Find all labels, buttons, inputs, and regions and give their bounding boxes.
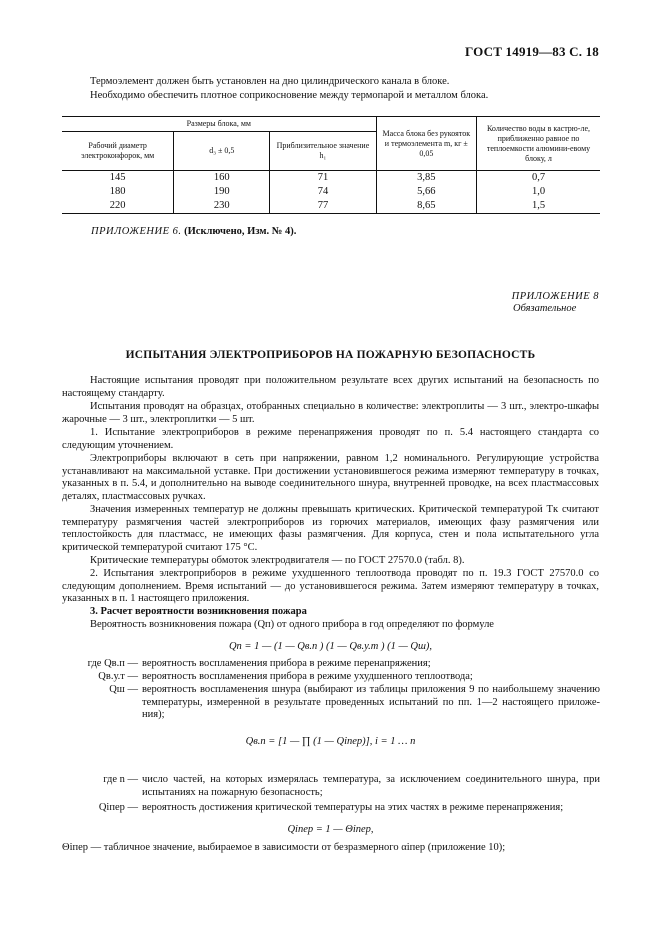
definition-item [62,671,600,684]
table-cell: 74 [270,185,376,199]
table-cell: 5,66 [376,185,476,199]
formula-fire-probability: Qп = 1 — (1 — Qв.п ) (1 — Qв.у.т ) (1 — Qш), [228,641,433,652]
annex-6-note [91,226,296,237]
paragraph: 1. Испытание электроприборов в режиме перенапряжения проводят по п. 5.4 настоящего стандарта со следующим уточнением. [62,427,599,451]
formula-overvoltage-probability: Qв.п = [1 — ∏ (1 — Qiпер)], i = 1 … n [245,736,416,747]
section-title: ИСПЫТАНИЯ ЭЛЕКТРОПРИБОРОВ НА ПОЖАРНУЮ БЕЗОПАСНОСТЬ [125,349,536,361]
definition-text: вероятность воспламенения прибора в режиме ухудшенного теплоотвода; [142,671,473,682]
paragraph: Электроприборы включают в сеть при напряжении, равном 1,2 номинального. Регулирующие устройства устанавливают на максимальной уставке. При достижении установившегося режима измеряют температуру в точках, указанных в п. 5.4, и дополнительно на выводе соединительного шнура, внутренней проводке, на всех пластмассовых деталях, пластмассовых ручках. [62,453,599,502]
definition-item [62,684,600,722]
table-cell: 160 [174,171,270,186]
table-group-header: Размеры блока, мм [62,117,376,132]
paragraph: Настоящие испытания проводят при положительном результате всех других испытаний на безопасность по настоящему стандарту. [62,375,599,399]
definition-item [62,802,600,815]
intro-line-1: Термоэлемент должен быть установлен на дно цилиндрического канала в блоке. [90,76,450,87]
annex-6-label: ПРИЛОЖЕНИЕ 6. [91,226,182,237]
table-cell: 190 [174,185,270,199]
table-cell: 180 [109,186,126,197]
definition-term: где n — [103,774,138,785]
intro-line-2: Необходимо обеспечить плотное соприкосновение между термопарой и металлом блока. [90,90,489,101]
table-cell: 71 [270,171,376,186]
table-cell: 77 [270,199,376,214]
table-col-mass: Масса блока без рукояток и термоэлемента m, кг ± 0,05 [376,117,476,171]
block-size-table [62,116,600,214]
formula-critical-temp: Qiпер = 1 — Θiпер, [287,824,374,835]
annex-6-status: (Исключено, Изм. № 4). [184,226,297,237]
definition-text: вероятность достижения критической температуры на этих частях в режиме перенапряжения; [142,802,564,813]
table-row [62,171,600,186]
table-cell: 8,65 [376,199,476,214]
definition-term: Qiпер — [98,802,138,813]
table-col-h1: Приблизительное значение h₁ [270,132,376,171]
paragraph: Критические температуры обмоток электродвигателя — по ГОСТ 27570.0 (табл. 8). [90,555,465,566]
annex-8-label: ПРИЛОЖЕНИЕ 8 [511,291,599,302]
table-cell: 1,0 [477,185,601,199]
section-heading: 3. Расчет вероятности возникновения пожара [90,606,307,617]
table-cell: 0,7 [477,171,601,186]
paragraph: Испытания проводят на образцах, отобранных специально в количестве: электроплиты — 3 шт., электро-шкафы жарочные — 3 шт., электроплитки — 5 шт. [62,401,599,425]
table-col-diameter: Рабочий диаметр электроконфорок, мм [62,132,174,171]
table-row [62,199,600,214]
table-cell: 145 [109,172,126,183]
paragraph: 2. Испытания электроприборов в режиме ухудшенного теплоотвода проводят по п. 19.3 ГОСТ 27570.0 со следующим дополнением. Время испытаний — до установившегося режима. Затем измеряют температуру в точках, указанных в п. 1 настоящего приложения. [62,568,599,604]
table-cell: 3,85 [376,171,476,186]
table-cell: 220 [62,199,174,214]
definition-text: вероятность воспламенения прибора в режиме перенапряжения; [142,658,431,669]
definition-item [62,658,600,671]
definition-term: Qш — [109,684,138,695]
paragraph: Значения измеренных температур не должны превышать критических. Критической температурой Tк считают температуру размягчения частей электроприборов из горючих материалов, имеющих фазу размягчения или теплостойкость для пластмасс, не имеющих фазы размягчения. Для корпуса, стен и пола испытательного угла критической температурой считают 175 °С. [62,504,599,553]
definition-text: вероятность воспламенения шнура (выбирают из таблицы приложения 9 по наибольшему значению температуры, измеренной в результате проведенных испытаний по пп. 1—2 настоящего приложе-ния); [142,684,600,720]
table-cell: 230 [174,199,270,214]
table-row [62,185,600,199]
definition-text: число частей, на которых измерялась температура, за исключением соединительного шнура, при испытаниях на пожарную безопасность; [142,774,600,798]
table-col-water: Количество воды в кастрю-ле, приближенно равное по теплоемкости алюмини-евому блоку, л [477,117,601,171]
table-col-d3: d₃ ± 0,5 [174,132,270,171]
definition-item [62,774,600,799]
page-header: ГОСТ 14919—83 С. 18 [465,44,599,59]
annex-8-status: Обязательное [513,303,577,314]
definition-term: где Qв.п — [87,658,138,669]
paragraph: Вероятность возникновения пожара (Qп) от одного прибора в год определяют по формуле [90,619,494,630]
table-cell: 1,5 [477,199,601,214]
last-line: Θiпер — табличное значение, выбираемое в зависимости от безразмерного αiпер (приложение 10); [62,842,506,853]
definition-term: Qв.у.т — [98,671,138,682]
